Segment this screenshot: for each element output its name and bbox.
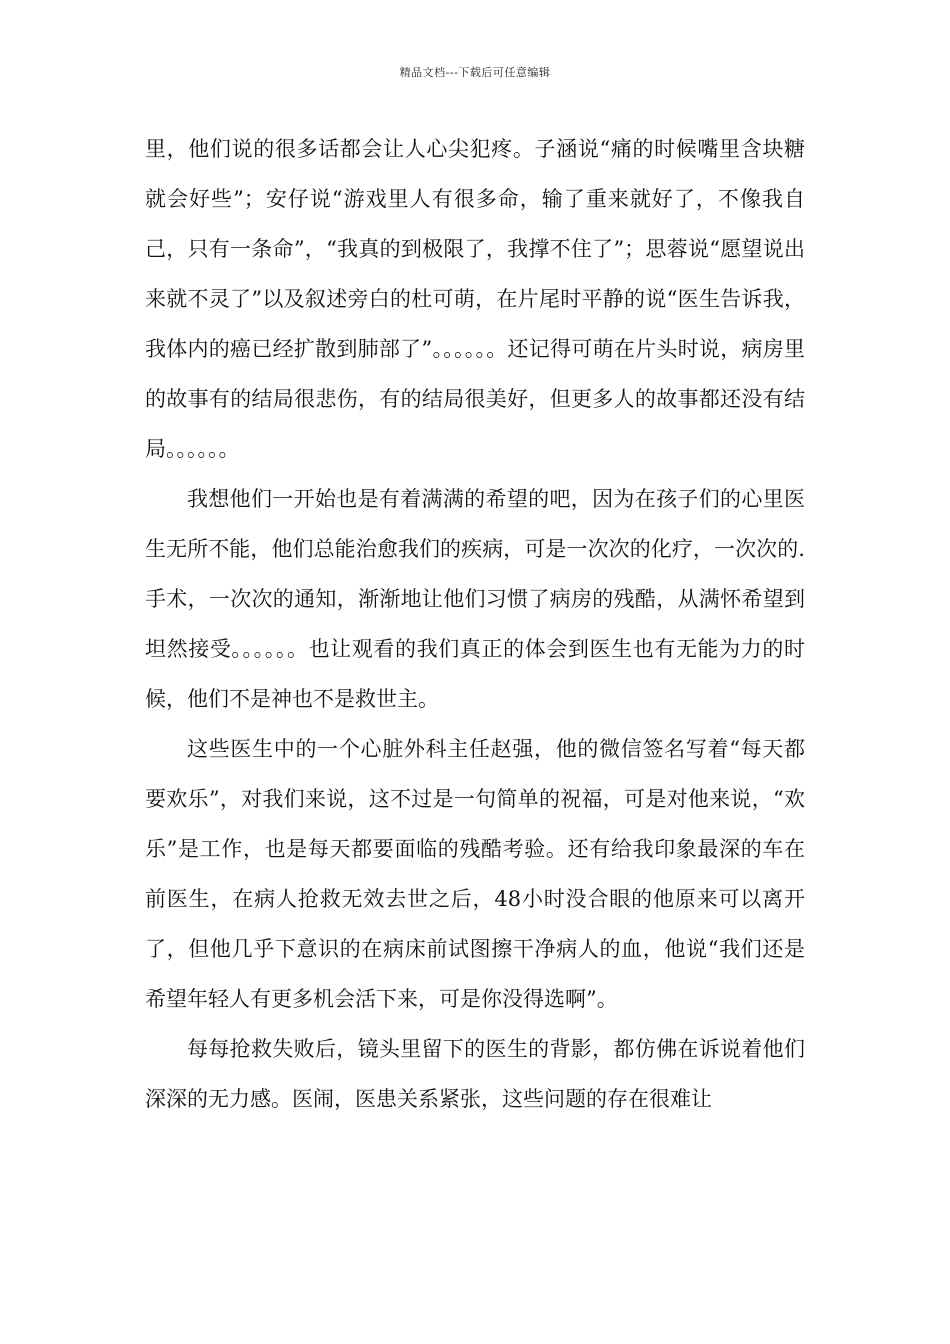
paragraph: 每每抢救失败后，镜头里留下的医生的背影，都仿佛在诉说着他们深深的无力感。医闹，医患关系紧张，这些问题的存在很难让	[145, 1037, 805, 1111]
paragraph-continued: 里，他们说的很多话都会让人心尖犯疼。子涵说“痛的时候嘴里含块糖就会好些”；安仔说“游戏里人有很多命，输了重来就好了，不像我自己，只有一条命”，“我真的到极限了，我撑不住了”；思蓉说“愿望说出来就不灵了”以及叙述旁白的杜可萌，在片尾时平静的说“医生告诉我，我体内的癌已经扩散到肺部了”。。。。。。还记得可萌在片头时说，病房里的故事有的结局很悲伤，有的结局很美好，但更多人的故事都还没有结局。。。。。。	[145, 137, 805, 461]
page-header: 精品文档---下载后可任意编辑	[399, 66, 551, 79]
paragraph: 这些医生中的一个心脏外科主任赵强，他的微信签名写着“每天都要欢乐”，对我们来说，这不过是一句简单的祝福，可是对他来说，“欢乐”是工作，也是每天都要面临的残酷考验。还有给我印象最深的车在前医生，在病人抢救无效去世之后，48小时没合眼的他原来可以离开了，但他几乎下意识的在病床前试图擦干净病人的血，他说“我们还是希望年轻人有更多机会活下来，可是你没得选啊”。	[145, 737, 805, 1011]
document-body	[145, 124, 805, 1124]
paragraph: 我想他们一开始也是有着满满的希望的吧，因为在孩子们的心里医生无所不能，他们总能治愈我们的疾病，可是一次次的化疗，一次次的.手术，一次次的通知，渐渐地让他们习惯了病房的残酷，从满怀希望到坦然接受。。。。。。也让观看的我们真正的体会到医生也有无能为力的时候，他们不是神也不是救世主。	[145, 487, 805, 711]
